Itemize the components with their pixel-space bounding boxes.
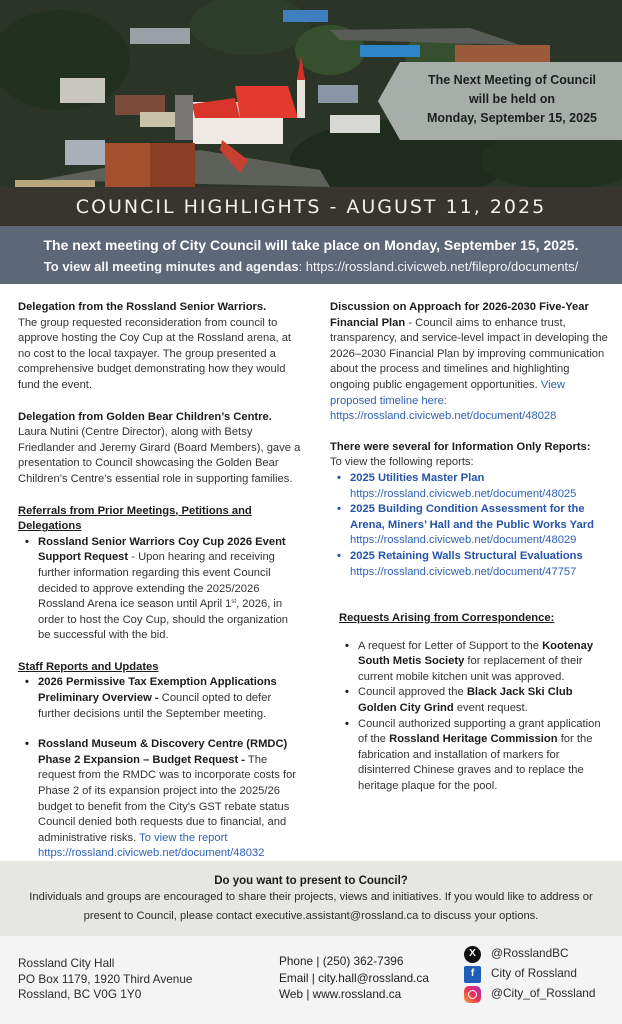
email-row (279, 970, 429, 987)
item-text: Council approved the (358, 686, 467, 699)
web-row (279, 986, 429, 1003)
address-line: Rossland, BC V0G 1Y0 (18, 987, 142, 1001)
item-text: for replacement of their current mobile kitchen unit was approved. (358, 655, 583, 683)
social-handle: @RosslandBC (491, 946, 569, 961)
report-url-link[interactable]: https://rossland.civicweb.net/document/48029 (350, 534, 577, 547)
left-column (18, 300, 303, 862)
financial-plan-timeline-link[interactable]: View proposed timeline here: https://rossland.civicweb.net/document/48028 (330, 378, 565, 423)
present-question: Do you want to present to Council? (214, 875, 408, 887)
report-title-link[interactable]: 2025 Building Condition Assessment for the Arena, Miners’ Hall and the Public Works Yard (350, 503, 594, 531)
x-twitter-icon: X (464, 946, 481, 963)
info-reports-heading: There were several for Information Only Reports: (330, 440, 591, 453)
callout-line-3: Monday, September 15, 2025 (427, 111, 597, 125)
minutes-agendas-line (0, 259, 622, 274)
report-url-link[interactable]: https://rossland.civicweb.net/document/48025 (350, 487, 577, 500)
footer (0, 936, 622, 1024)
title-band (0, 187, 622, 226)
view-report-link[interactable]: To view the report (139, 831, 228, 844)
address-line: PO Box 1179, 1920 Third Avenue (18, 971, 193, 986)
social-links (464, 944, 595, 1004)
organization-name: Kootenay South Metis Society (358, 639, 594, 668)
referral-item-body: - Upon hearing and receiving further information regarding this event Council decided to approve extending the 2025/2026 Rossland Arena ice season until April 1 (38, 551, 275, 611)
ordinal-superscript: st (231, 599, 237, 606)
item-text: event request. (453, 702, 528, 715)
item-text: for the fabrication and installation of markers for disinterred Chinese graves and to replace the heritage plaque for the pool. (358, 733, 593, 793)
list-item (350, 502, 608, 549)
correspondence-list (330, 639, 608, 795)
item-text: Council authorized supporting a grant application of the (358, 717, 601, 746)
callout-line-2: will be held on (468, 92, 556, 106)
financial-plan-title: Discussion on Approach for 2026-2030 Five-Year Financial Plan (330, 301, 589, 329)
list-item (358, 685, 608, 716)
social-facebook[interactable] (464, 964, 595, 984)
referrals-list (18, 535, 303, 644)
staff-item-body: The request from the RMDC was to incorporate costs for Phase 2 of its expansion project into the 2025/26 budget to benefit from the City's GST rebate status Council denied both requests due to financial, and administrative risks. (38, 753, 297, 844)
social-x[interactable] (464, 944, 595, 964)
staff-item-title: Rossland Museum & Discovery Centre (RMDC) Phase 2 Expansion – Budget Request - (38, 738, 288, 766)
right-column (330, 300, 608, 795)
social-instagram[interactable] (464, 984, 595, 1004)
rmdc-report-url[interactable]: https://rossland.civicweb.net/document/48032 (38, 847, 265, 860)
website-link[interactable]: www.rossland.ca (312, 987, 402, 1001)
delegation-senior-warriors-heading: Delegation from the Rossland Senior Warriors. (18, 301, 267, 313)
list-item (350, 471, 608, 502)
address-line: Rossland City Hall (18, 956, 115, 970)
list-item (358, 717, 608, 795)
list-item (38, 535, 303, 644)
minutes-agendas-url[interactable]: : https://rossland.civicweb.net/filepro/documents/ (298, 259, 579, 274)
phone-label: Phone | (279, 954, 323, 968)
staff-reports-heading: Staff Reports and Updates (18, 660, 159, 673)
staff-item-body: Council opted to defer further decisions until the September meeting. (38, 692, 272, 720)
facebook-icon: f (464, 966, 481, 983)
info-reports-list (330, 471, 608, 580)
item-text: A request for Letter of Support to the (358, 639, 543, 652)
instagram-icon (464, 986, 481, 1003)
organization-name: Black Jack Ski Club Golden City Grind (358, 686, 573, 715)
list-item (358, 639, 608, 686)
phone-row (279, 953, 429, 970)
next-meeting-callout (378, 62, 622, 140)
present-text: Individuals and groups are encouraged to share their projects, views and initiatives. If you would like to address or present to Council, please contact executive.assistant@rossland.ca to discuss your options. (29, 891, 593, 922)
next-meeting-text: The next meeting of City Council will take place on Monday, September 15, 2025. (43, 237, 579, 253)
delegation-golden-bear-heading: Delegation from Golden Bear Children’s Centre. (18, 410, 272, 423)
referral-item-body-end: , 2026, in order to host the Coy Cup, should the organization be successful with the bid. (38, 598, 289, 642)
financial-plan-section (330, 300, 608, 425)
report-title-link[interactable]: 2025 Retaining Walls Structural Evaluations (350, 549, 583, 562)
page-title: COUNCIL HIGHLIGHTS - AUGUST 11, 2025 (75, 195, 547, 218)
list-item (38, 675, 303, 722)
report-title-link[interactable]: 2025 Utilities Master Plan (350, 471, 485, 484)
web-label: Web | (279, 987, 313, 1001)
organization-name: Rossland Heritage Commission (389, 733, 558, 746)
staff-reports-list (18, 675, 303, 862)
contact-info (279, 953, 429, 1003)
correspondence-heading: Requests Arising from Correspondence: (339, 612, 555, 625)
list-item (38, 737, 303, 862)
referrals-heading: Referrals from Prior Meetings, Petitions and Delegations (18, 504, 252, 533)
social-handle: @City_of_Rossland (491, 986, 596, 1001)
delegation-senior-warriors-body: The group requested reconsideration from council to approve hosting the Coy Cup at the Rossland arena, at no cost to the local taxpayer. The group presented a comprehensive budget demonstrating how they would fund the event. (18, 316, 292, 391)
callout-line-1: The Next Meeting of Council (427, 73, 597, 87)
report-url-link[interactable]: https://rossland.civicweb.net/document/47757 (350, 565, 577, 578)
hero-photo (0, 0, 622, 187)
next-meeting-band (0, 226, 622, 284)
delegation-golden-bear-body: Laura Nutini (Centre Director), along with Betsy Friedlander and Jeremy Girard (Board Members), gave a presentation to Council showcasing the Golden Bear Children’s Centre’s essential role in supporting families. (18, 426, 301, 485)
minutes-agendas-label: To view all meeting minutes and agendas (43, 259, 299, 274)
info-reports-intro: To view the following reports: (330, 456, 474, 469)
phone-number[interactable]: (250) 362-7396 (322, 954, 404, 968)
city-hall-address (18, 956, 192, 1003)
present-to-council-band (0, 861, 622, 936)
list-item (350, 549, 608, 580)
staff-item-title: 2026 Permissive Tax Exemption Applications Preliminary Overview - (38, 676, 277, 705)
financial-plan-body: - Council aims to enhance trust, transparency, and service-level impact in developing the 2026–2030 Financial Plan by improving communication about the process and timelines and highlighting ongoing public engagement opportunities. (330, 316, 608, 391)
email-label: Email | (279, 970, 319, 985)
referral-item-title: Rossland Senior Warriors Coy Cup 2026 Event Support Request (38, 535, 286, 564)
email-address[interactable]: city.hall@rossland.ca (318, 970, 429, 985)
social-handle: City of Rossland (491, 966, 577, 981)
